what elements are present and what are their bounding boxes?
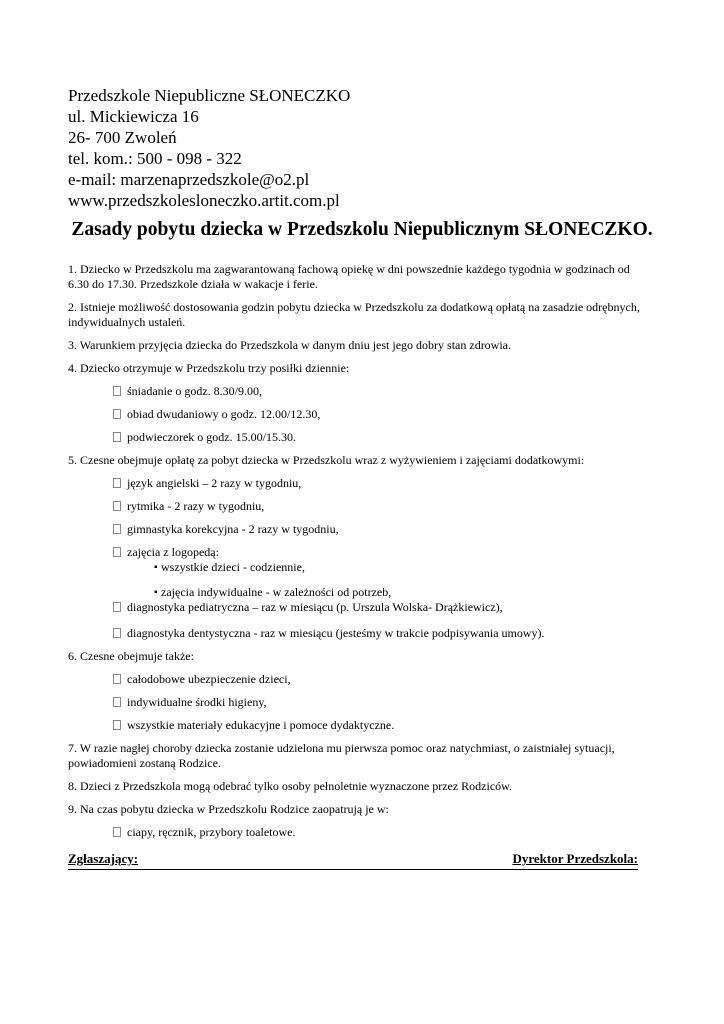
rule-5: 5. Czesne obejmuje opłatę za pobyt dziecka w Przedszkolu wraz z wyżywieniem i zajęciami dodatkowymi: — [68, 453, 585, 467]
list-item: całodobowe ubezpieczenie dzieci, — [68, 672, 643, 687]
list-item: indywidualne środki higieny, — [68, 695, 643, 710]
rule-2: 2. Istnieje możliwość dostosowania godzin pobytu dziecka w Przedszkolu za dodatkową opłatą na zasadzie odrębnych, indywidualnych ustaleń. — [68, 300, 640, 329]
square-bullet-icon: ▪ — [154, 587, 158, 598]
bullet-box-icon — [113, 478, 121, 488]
list-item: obiad dwudaniowy o godz. 12.00/12.30, — [68, 407, 643, 422]
bullet-box-icon — [113, 386, 121, 396]
bullet-box-icon — [113, 628, 121, 638]
list-item: zajęcia z logopedą: — [68, 545, 643, 560]
bullet-box-icon — [113, 602, 121, 612]
preschool-name: Przedszkole Niepubliczne SŁONECZKO — [68, 86, 351, 105]
bullet-box-icon — [113, 697, 121, 707]
list-item: język angielski – 2 razy w tygodniu, — [68, 476, 643, 491]
speech-therapy-sublist — [68, 560, 643, 600]
bullet-box-icon — [113, 674, 121, 684]
list-item: wszystkie materiały edukacyjne i pomoce dydaktyczne. — [68, 718, 643, 733]
postal-city: 26- 700 Zwoleń — [68, 128, 177, 147]
rule-7: 7. W razie nagłej choroby dziecka zostanie udzielona mu pierwsza pomoc oraz natychmiast, o zaistniałej sytuacji, powiadomieni zostaną Rodzice. — [68, 741, 615, 770]
meals-list — [68, 384, 643, 445]
list-item: gimnastyka korekcyjna - 2 razy w tygodniu, — [68, 522, 643, 537]
supplies-list — [68, 825, 643, 840]
header-address-block — [68, 85, 350, 211]
rule-4: 4. Dziecko otrzymuje w Przedszkolu trzy posiłki dziennie: — [68, 361, 350, 375]
applicant-label: Zgłaszający: — [68, 851, 139, 866]
square-bullet-icon: ▪ — [154, 562, 158, 573]
street-address: ul. Mickiewicza 16 — [68, 107, 199, 126]
list-item: śniadanie o godz. 8.30/9.00, — [68, 384, 643, 399]
bullet-box-icon — [113, 432, 121, 442]
list-item: ciapy, ręcznik, przybory toaletowe. — [68, 825, 643, 840]
activities-list — [68, 476, 643, 641]
bullet-box-icon — [113, 827, 121, 837]
director-label: Dyrektor Przedszkola: — [512, 851, 638, 866]
phone-number: tel. kom.: 500 - 098 - 322 — [68, 149, 242, 168]
list-item: rytmika - 2 razy w tygodniu, — [68, 499, 643, 514]
rule-1: 1. Dziecko w Przedszkolu ma zagwarantowaną fachową opiekę w dni powszednie każdego tygodnia w godzinach od 6.30 do 17.30. Przedszkole działa w wakacje i ferie. — [68, 262, 630, 291]
rule-3: 3. Warunkiem przyjęcia dziecka do Przedszkola w danym dniu jest jego dobry stan zdrowia. — [68, 338, 512, 352]
sublist-container — [68, 560, 643, 600]
list-item: diagnostyka pediatryczna – raz w miesiącu (p. Urszula Wolska- Drążkiewicz), — [68, 600, 643, 615]
list-item: podwieczorek o godz. 15.00/15.30. — [68, 430, 643, 445]
signature-line — [68, 851, 638, 870]
rule-6: 6. Czesne obejmuje także: — [68, 649, 194, 663]
list-item: diagnostyka dentystyczna - raz w miesiącu (jesteśmy w trakcie podpisywania umowy). — [68, 626, 643, 641]
bullet-box-icon — [113, 720, 121, 730]
bullet-box-icon — [113, 547, 121, 557]
sublist-item: ▪ zajęcia indywidualne - w zależności od potrzeb, — [154, 585, 392, 599]
rule-8: 8. Dzieci z Przedszkola mogą odebrać tylko osoby pełnoletnie wyznaczone przez Rodziców. — [68, 779, 513, 793]
included-list — [68, 672, 643, 733]
website-url: www.przedszkolesloneczko.artit.com.pl — [68, 191, 340, 210]
document-title: Zasady pobytu dziecka w Przedszkolu Niepublicznym SŁONECZKO. — [71, 219, 653, 240]
sublist-item: ▪ wszystkie dzieci - codziennie, — [154, 560, 305, 574]
rule-9: 9. Na czas pobytu dziecka w Przedszkolu Rodzice zaopatrują je w: — [68, 802, 389, 816]
rules-list — [68, 262, 643, 848]
bullet-box-icon — [113, 409, 121, 419]
bullet-box-icon — [113, 524, 121, 534]
email-address: e-mail: marzenaprzedszkole@o2.pl — [68, 170, 310, 189]
bullet-box-icon — [113, 501, 121, 511]
